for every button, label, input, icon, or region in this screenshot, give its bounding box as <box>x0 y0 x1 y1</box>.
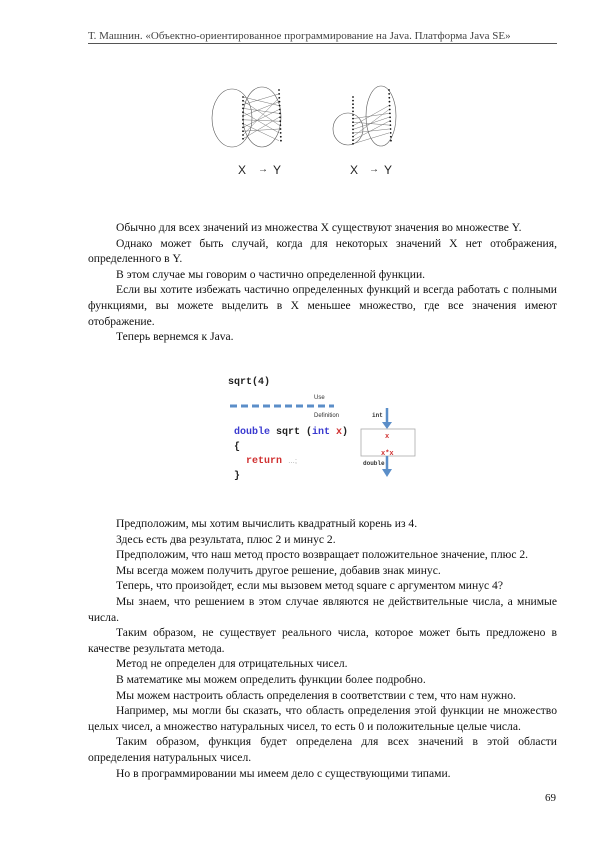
element-dot <box>352 132 354 134</box>
element-dot <box>352 103 354 105</box>
element-dot <box>242 108 244 110</box>
paragraph: Мы всегда можем получить другое решение, добавив знак минус. <box>116 563 441 577</box>
element-dot <box>278 93 280 95</box>
running-header: Т. Машнин. «Объектно-ориентированное программирование на Java. Платформа Java SE» <box>88 30 511 42</box>
arrow-icon: → <box>369 164 379 175</box>
mapping-line <box>243 112 279 133</box>
mapping-line <box>353 113 389 118</box>
use-label: Use <box>314 395 325 401</box>
element-dot <box>242 134 244 136</box>
paragraph: Мы знаем, что решением в этом случае являются не действительные числа, а мнимые числа. <box>88 594 557 624</box>
element-dot <box>390 132 392 134</box>
element-dot <box>242 100 244 102</box>
element-dot <box>279 105 281 107</box>
element-dot <box>352 107 354 109</box>
input-type-label: int <box>372 412 383 419</box>
element-dot <box>280 136 282 138</box>
element-dot <box>242 115 244 117</box>
element-dot <box>352 100 354 102</box>
element-dot <box>242 111 244 113</box>
element-dot <box>388 97 390 99</box>
method-name: sqrt <box>276 427 301 438</box>
element-dot <box>389 116 391 118</box>
paragraph: Однако может быть случай, когда для некоторых значений X нет отображения, определенного в Y. <box>88 236 557 266</box>
box-output: x*x <box>381 450 394 458</box>
paragraph: Предположим, что наш метод просто возвращает положительное значение, плюс 2. <box>116 548 529 562</box>
element-dot <box>388 93 390 95</box>
set-y-ellipse <box>243 87 281 147</box>
mapping-line <box>353 133 389 144</box>
paragraph: Теперь вернемся к Java. <box>116 330 234 344</box>
paragraph: В этом случае мы говорим о частично определенной функции. <box>116 267 426 281</box>
element-dot <box>389 124 391 126</box>
element-dot <box>242 104 244 106</box>
output-arrowhead-icon <box>382 469 392 477</box>
page-number: 69 <box>545 792 556 804</box>
element-dot <box>279 120 281 122</box>
paragraph: Таким образом, не существует реального числа, которое может быть предложено в качестве результата метода. <box>88 626 557 655</box>
paragraph: Таким образом, функция будет определена для всех значений в этой области определения натуральных чисел. <box>88 735 557 764</box>
element-dot <box>279 124 281 126</box>
paragraph: Мы можем настроить область определения в соответствии с тем, что нам нужно. <box>116 688 516 702</box>
element-dot <box>389 109 391 111</box>
paragraph: Предположим, мы хотим вычислить квадратный корень из 4. <box>116 517 418 530</box>
paragraph: Например, мы могли бы сказать, что область определения этой функции не множество целых чисел, а множество натуральных чисел, то есть 0 и положительные целые числа. <box>88 704 557 733</box>
element-dot <box>389 113 391 115</box>
paragraph: Но в программировании мы имеем дело с существующими типами. <box>116 766 451 780</box>
arrow-icon: → <box>258 164 268 175</box>
output-type-label: double <box>363 460 385 467</box>
paragraph: Если вы хотите избежать частично определенных функций и всегда работать с полными функциями, вы можете выделить в X меньшее множество, где все значения имеют отображение. <box>88 283 557 328</box>
box-input: x <box>385 433 390 441</box>
element-dot <box>352 114 354 116</box>
mapping-line <box>243 102 279 116</box>
element-dot <box>390 128 392 130</box>
paragraph: Теперь, что произойдет, если мы вызовем метод square с аргументом минус 4? <box>116 579 504 593</box>
element-dot <box>389 105 391 107</box>
element-dot <box>242 119 244 121</box>
param-name: x <box>336 427 343 438</box>
input-arrowhead-icon <box>382 422 392 429</box>
sqrt-definition-figure <box>222 367 442 492</box>
element-dot <box>352 125 354 127</box>
mapping-line <box>243 110 279 128</box>
element-dot <box>390 140 392 142</box>
paragraph-block-2 <box>88 516 557 781</box>
function-mapping-figure <box>205 82 440 182</box>
element-dot <box>279 109 281 111</box>
element-dot <box>390 136 392 138</box>
element-dot <box>352 136 354 138</box>
element-dot <box>279 113 281 115</box>
paragraph: Обычно для всех значений из множества X существуют значения во множестве Y. <box>116 221 522 234</box>
element-dot <box>389 120 391 122</box>
element-dot <box>352 143 354 145</box>
return-rest: …; <box>288 458 297 465</box>
element-dot <box>278 97 280 99</box>
label-y: Y <box>384 163 393 177</box>
definition-label: Definition <box>314 413 340 419</box>
paragraph: В математике мы можем определить функции более подробно. <box>116 672 426 686</box>
element-dot <box>352 139 354 141</box>
element-dot <box>280 128 282 130</box>
element-dot <box>352 111 354 113</box>
element-dot <box>278 89 280 91</box>
paragraph: Метод не определен для отрицательных чисел. <box>116 657 348 671</box>
element-dot <box>352 118 354 120</box>
element-dot <box>388 89 390 91</box>
element-dot <box>280 132 282 134</box>
brace-close: } <box>234 471 241 482</box>
paren-close: ) <box>342 427 349 438</box>
element-dot <box>242 127 244 129</box>
element-dot <box>279 116 281 118</box>
element-dot <box>352 129 354 131</box>
label-x: X <box>350 163 359 177</box>
call-expression: sqrt(4) <box>228 377 271 388</box>
header-divider <box>88 43 557 44</box>
element-dot <box>242 123 244 125</box>
paragraph-block-1 <box>88 220 557 345</box>
paren-open: ( <box>306 427 313 438</box>
element-dot <box>389 101 391 103</box>
param-type: int <box>312 427 331 438</box>
element-dot <box>352 121 354 123</box>
element-dot <box>279 101 281 103</box>
element-dot <box>242 96 244 98</box>
element-dot <box>280 140 282 142</box>
mapping-line <box>353 121 389 140</box>
label-y: Y <box>273 163 282 177</box>
brace-open: { <box>234 442 241 453</box>
label-x: X <box>238 163 247 177</box>
element-dot <box>242 138 244 140</box>
return-type: double <box>234 427 271 438</box>
return-keyword: return <box>246 456 283 467</box>
element-dot <box>352 96 354 98</box>
element-dot <box>242 130 244 132</box>
paragraph: Здесь есть два результата, плюс 2 и минус 2. <box>116 532 336 546</box>
